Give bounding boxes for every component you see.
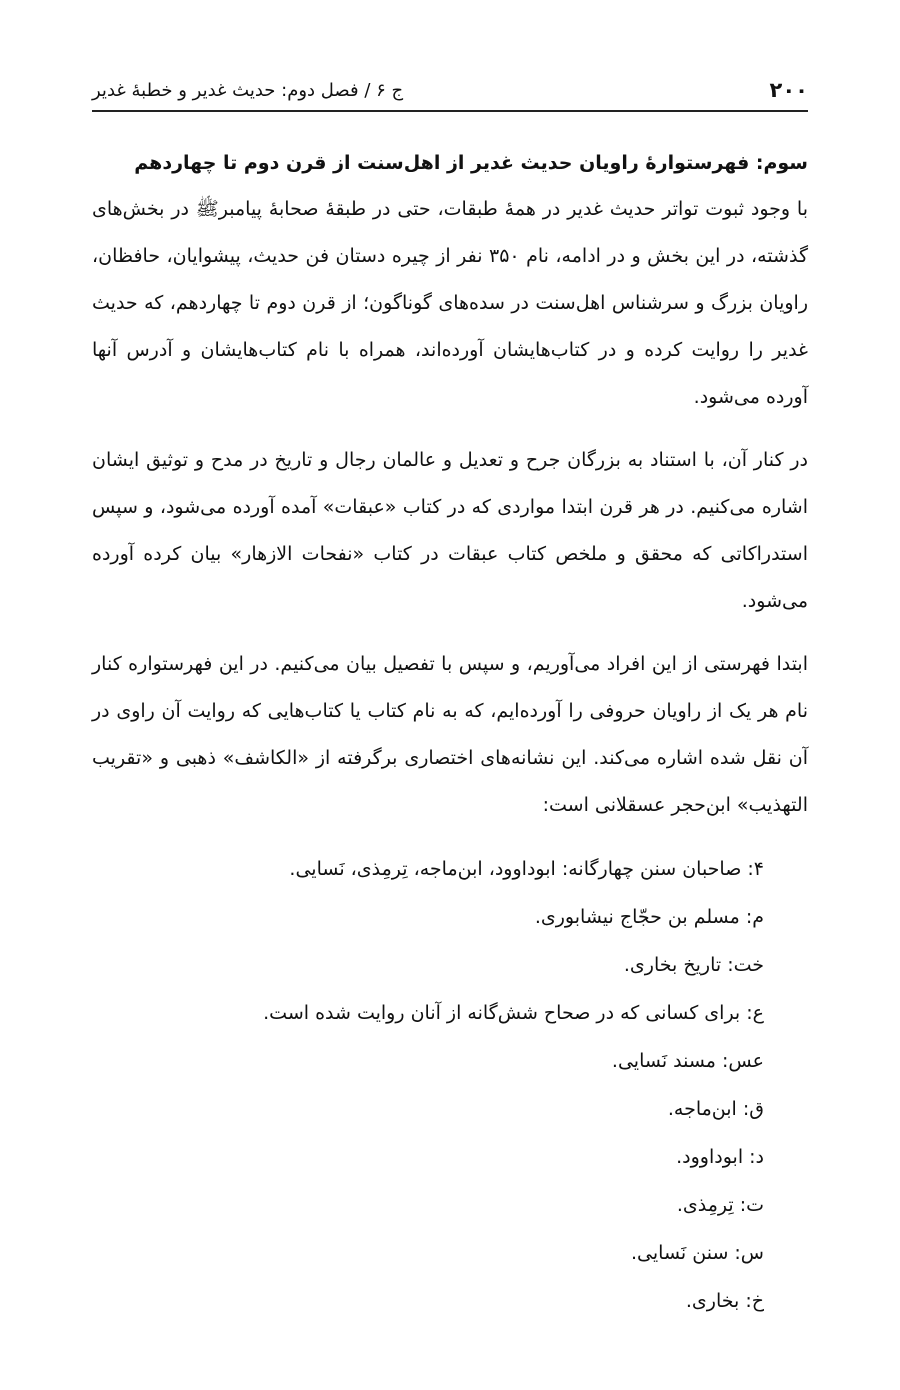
abbreviation-item: ۴: صاحبان سنن چهارگانه: ابوداوود، ابن‌ماجه، تِرمِذی، نَسایی.	[289, 858, 764, 880]
abbreviation-item: عس: مسند نَسایی.	[611, 1050, 764, 1072]
abbreviation-item: ت: تِرمِذی.	[676, 1194, 764, 1216]
paragraph-sources: در کنار آن، با استناد به بزرگان جرح و تعدیل و عالمان رجال و تاریخ در مدح و توثیق ایشان اشاره می‌کنیم. در هر قرن ابتدا مواردی که در کتاب «عبقات» آمده آورده می‌شود، و سپس استدراکاتی که محقق و ملخص کتاب عبقات در کتاب «نفحات الازهار» بیان کرده آورده می‌شود.	[92, 449, 808, 612]
abbreviation-item: د: ابوداوود.	[676, 1146, 764, 1168]
abbreviation-list	[92, 845, 808, 1325]
page-header	[92, 70, 808, 112]
paragraph-method: ابتدا فهرستی از این افراد می‌آوریم، و سپس با تفصیل بیان می‌کنیم. در این فهرستواره کنار نام هر یک از راویان حروفی را آورده‌ایم، که به نام کتاب یا کتاب‌هایی که روایت آن راوی در آن نقل شده اشاره می‌کند. این نشانه‌های اختصاری برگرفته از «الکاشف» ذهبی و «تقریب التهذیب» ابن‌حجر عسقلانی است:	[92, 653, 808, 816]
page-number: ۲۰۰	[769, 78, 808, 102]
paragraph-intro: با وجود ثبوت تواتر حدیث غدیر در همهٔ طبقات، حتی در طبقهٔ صحابهٔ پیامبرﷺ در بخش‌های گذشته، در این بخش و در ادامه، نام ۳۵۰ نفر از چیره دستان فن حدیث، پیشوایان، حافظان، راویان بزرگ و سرشناس اهل‌سنت در سده‌های گوناگون؛ از قرن دوم تا چهاردهم، که حدیث غدیر را روایت کرده و در کتاب‌هایشان آورده‌اند، همراه با نام کتاب‌هایشان و آدرس آنها آورده می‌شود.	[92, 198, 808, 408]
abbreviation-item: س: سنن نَسایی.	[631, 1242, 764, 1264]
abbreviation-item: ع: برای کسانی که در صحاح شش‌گانه از آنان روایت شده است.	[263, 1002, 764, 1024]
abbreviation-item: ق: ابن‌ماجه.	[667, 1098, 764, 1120]
abbreviation-item: خت: تاریخ بخاری.	[623, 954, 764, 976]
running-title: ج ۶ / فصل دوم: حدیث غدیر و خطبهٔ غدیر	[92, 79, 404, 101]
body-text	[92, 140, 808, 1325]
abbreviation-item: خ: بخاری.	[685, 1290, 764, 1312]
section-heading: سوم: فهرستوارهٔ راویان حدیث غدیر از اهل‌سنت از قرن دوم تا چهاردهم	[134, 152, 808, 174]
abbreviation-item: م: مسلم بن حجّاج نیشابوری.	[534, 906, 764, 928]
